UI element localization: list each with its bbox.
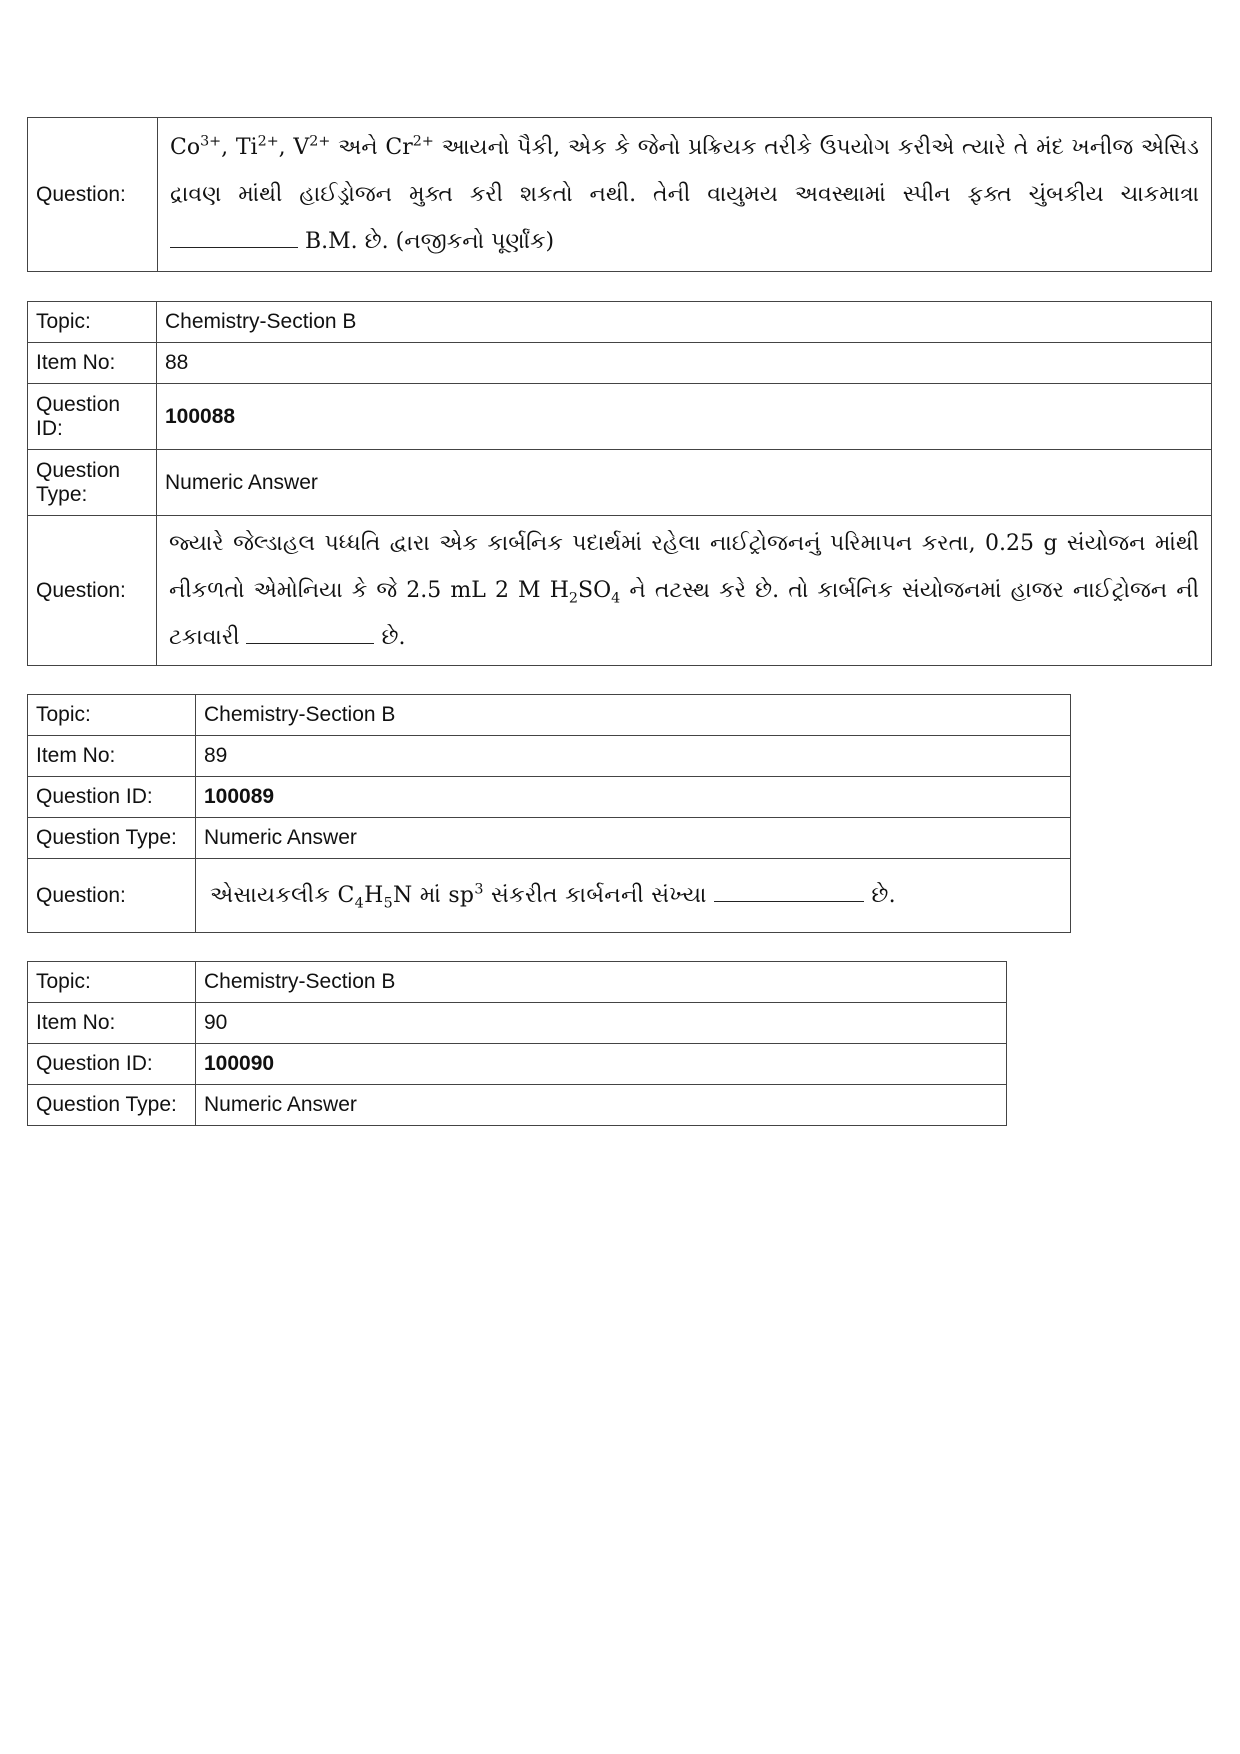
question-text-part: N માં sp bbox=[392, 883, 475, 908]
question-text-part: છે. bbox=[864, 883, 896, 908]
item-no-row bbox=[28, 736, 1071, 777]
formula-subscript: 4 bbox=[611, 590, 621, 607]
answer-blank bbox=[246, 619, 374, 644]
question-type-label bbox=[28, 450, 157, 516]
orbital-superscript: 3 bbox=[474, 881, 484, 898]
question-row bbox=[28, 859, 1071, 933]
question-type-row bbox=[28, 1085, 1007, 1126]
topic-label: Topic: bbox=[28, 962, 196, 1003]
question-type-label-line1: Question bbox=[36, 458, 121, 482]
question-text bbox=[196, 859, 1071, 933]
item-89-table bbox=[27, 694, 1071, 933]
question-text-part: જ્યારે જેલ્ડાહલ પધ્ધતિ દ્વારા એક કાર્બનિક પદાર્થમાં રહેલા નાઈટ્રોજનનું પરિમાપન કરતા, 0.25 g સંયોજન માંથી નીકળતો એમોનિયા કે જે 2.5 mL 2 M H bbox=[169, 531, 1199, 603]
question-type-value: Numeric Answer bbox=[196, 1085, 1007, 1126]
question-text bbox=[158, 118, 1212, 272]
question-id-value: 100090 bbox=[196, 1044, 1007, 1085]
formula-subscript: 5 bbox=[383, 895, 393, 912]
item-90-table bbox=[27, 961, 1007, 1126]
formula-subscript: 2 bbox=[568, 590, 578, 607]
question-type-label: Question Type: bbox=[28, 818, 196, 859]
question-id-row bbox=[28, 777, 1071, 818]
question-label: Question: bbox=[28, 516, 157, 666]
question-text-part: છે. bbox=[374, 625, 406, 650]
topic-value: Chemistry-Section B bbox=[196, 695, 1071, 736]
answer-blank bbox=[714, 877, 864, 902]
question-text-part: B.M. છે. (નજીકનો પૂર્ણાંક) bbox=[298, 229, 555, 254]
question-label: Question: bbox=[28, 118, 158, 272]
question-type-label: Question Type: bbox=[28, 1085, 196, 1126]
topic-value: Chemistry-Section B bbox=[157, 302, 1212, 343]
item-no-row bbox=[28, 343, 1212, 384]
question-id-label bbox=[28, 384, 157, 450]
charge-superscript: 2+ bbox=[257, 133, 279, 150]
question-87-table bbox=[27, 117, 1212, 272]
item-no-row bbox=[28, 1003, 1007, 1044]
question-text-part: Co bbox=[170, 135, 201, 160]
topic-value: Chemistry-Section B bbox=[196, 962, 1007, 1003]
question-id-label-line1: Question bbox=[36, 392, 121, 416]
topic-row bbox=[28, 695, 1071, 736]
question-type-value: Numeric Answer bbox=[157, 450, 1212, 516]
question-text-part: સંકરીત કાર્બનની સંખ્યા bbox=[483, 883, 715, 908]
question-id-label: Question ID: bbox=[28, 1044, 196, 1085]
item-88-table bbox=[27, 301, 1212, 666]
question-row bbox=[28, 118, 1212, 272]
question-text-part: એસાયકલીક C bbox=[210, 883, 355, 908]
question-type-value: Numeric Answer bbox=[196, 818, 1071, 859]
item-no-label: Item No: bbox=[28, 1003, 196, 1044]
question-text-part: , V bbox=[278, 135, 310, 160]
formula-subscript: 4 bbox=[354, 895, 365, 912]
question-type-row bbox=[28, 818, 1071, 859]
question-text-part: આયનો પૈકી, એક કે જેનો પ્રક્રિયક તરીકે ઉપયોગ કરીએ ત્યારે તે મંદ ખનીજ એસિડ દ્રાવણ માંથી હાઈડ્રોજન મુક્ત કરી શકતો નથી. તેની વાયુમય અવસ્થામાં સ્પીન ફક્ત ચુંબકીય ચાકમાત્રા bbox=[170, 135, 1200, 207]
question-text-part: , Ti bbox=[221, 135, 258, 160]
question-id-row bbox=[28, 1044, 1007, 1085]
question-type-label-line2: Type: bbox=[36, 482, 88, 506]
question-id-value: 100088 bbox=[157, 384, 1212, 450]
question-id-value: 100089 bbox=[196, 777, 1071, 818]
question-label: Question: bbox=[28, 859, 196, 933]
item-no-value: 89 bbox=[196, 736, 1071, 777]
topic-row bbox=[28, 302, 1212, 343]
charge-superscript: 2+ bbox=[309, 133, 331, 150]
question-text-part: H bbox=[364, 883, 384, 908]
question-text bbox=[157, 516, 1212, 666]
item-no-label: Item No: bbox=[28, 736, 196, 777]
answer-blank bbox=[170, 223, 298, 248]
question-text-part: અને Cr bbox=[330, 135, 413, 160]
topic-label: Topic: bbox=[28, 302, 157, 343]
topic-row bbox=[28, 962, 1007, 1003]
charge-superscript: 2+ bbox=[412, 133, 434, 150]
item-no-label: Item No: bbox=[28, 343, 157, 384]
item-no-value: 88 bbox=[157, 343, 1212, 384]
question-id-label: Question ID: bbox=[28, 777, 196, 818]
question-id-label-line2: ID: bbox=[36, 416, 63, 440]
question-text-part: ને તટસ્થ કરે છે. તો કાર્બનિક સંયોજનમાં હાજર નાઈટ્રોજન ની ટકાવારી bbox=[169, 578, 1199, 650]
question-id-row bbox=[28, 384, 1212, 450]
question-text-part: SO bbox=[578, 578, 612, 603]
item-no-value: 90 bbox=[196, 1003, 1007, 1044]
question-type-row bbox=[28, 450, 1212, 516]
charge-superscript: 3+ bbox=[200, 133, 222, 150]
question-row bbox=[28, 516, 1212, 666]
topic-label: Topic: bbox=[28, 695, 196, 736]
